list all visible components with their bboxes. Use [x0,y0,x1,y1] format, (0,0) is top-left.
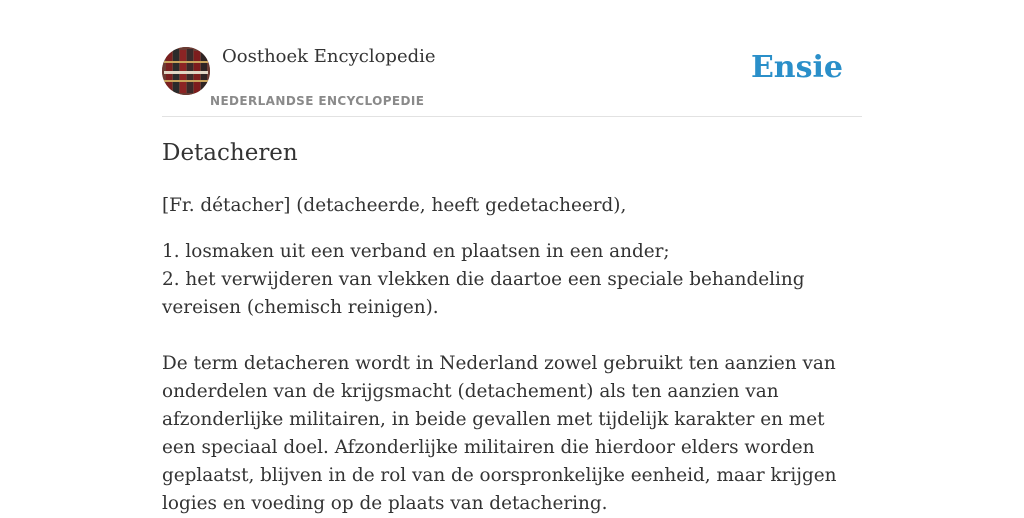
definition-list [162,238,862,322]
article-paragraph: De term detacheren wordt in Nederland zowel gebruikt ten aanzien van onderdelen van de krijgsmacht (detachement) als ten aanzien van afzonderlijke militairen, in beide gevallen met tijdelijk karakter en met een speciaal doel. Afzonderlijke militairen die hierdoor elders worden geplaatst, blijven in de rol van de oorspronkelijke eenheid, maar krijgen logies en voeding op de plaats van detachering. [162,353,837,514]
page-container [162,0,862,514]
etymology: [Fr. détacher] (detacheerde, heeft gedetacheerd), [162,195,627,216]
source-avatar[interactable] [162,47,210,95]
article-body [162,192,862,518]
book-spines-icon [162,47,210,95]
definition-item: 2. het verwijderen van vlekken die daartoe een speciale behandeling vereisen (chemisch reinigen). [162,269,805,318]
source-header [162,0,862,117]
definition-item: 1. losmaken uit een verband en plaatsen in een ander; [162,241,670,262]
brand-logo[interactable]: Ensie [750,50,843,85]
article-title: Detacheren [162,140,298,166]
source-subtitle: NEDERLANDSE ENCYCLOPEDIE [210,94,425,108]
source-name[interactable]: Oosthoek Encyclopedie [222,46,436,67]
